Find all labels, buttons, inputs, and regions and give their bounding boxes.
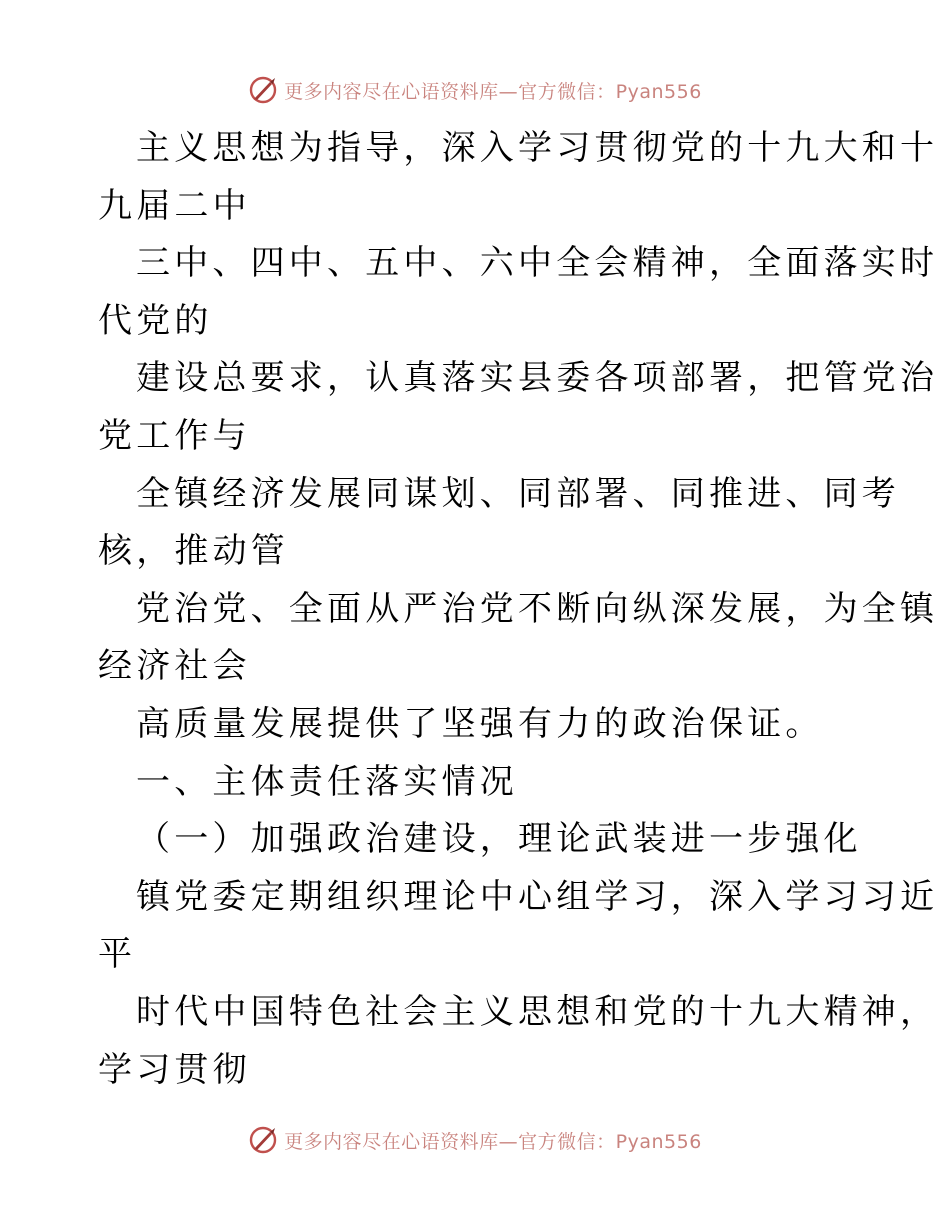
- text-line: 时代中国特色社会主义思想和党的十九大精神，: [136, 991, 939, 1032]
- quill-logo-icon: [248, 1125, 278, 1155]
- text-line: 平: [98, 934, 137, 975]
- text-line: 党工作与: [98, 415, 251, 456]
- text-line: （一）加强政治建设，理论武装进一步强化: [136, 819, 862, 860]
- text-line: 镇党委定期组织理论中心组学习，深入学习习近: [136, 876, 939, 917]
- text-line: 党治党、全面从严治党不断向纵深发展，为全镇: [136, 588, 939, 629]
- watermark-group: [248, 75, 702, 105]
- text-line: 建设总要求，认真落实县委各项部署，把管党治: [136, 358, 939, 399]
- watermark-text: 更多内容尽在心语资料库—官方微信：Pyan556: [284, 80, 702, 103]
- document-body: [98, 120, 939, 1099]
- header-watermark: [0, 70, 950, 110]
- watermark-text: 更多内容尽在心语资料库—官方微信：Pyan556: [284, 1130, 702, 1153]
- quill-logo-icon: [248, 75, 278, 105]
- text-line: 学习贯彻: [98, 1049, 251, 1090]
- text-line: 全镇经济发展同谋划、同部署、同推进、同考: [136, 473, 900, 514]
- watermark-group: [248, 1125, 702, 1155]
- text-line: 代党的: [98, 300, 213, 341]
- text-line: 主义思想为指导，深入学习贯彻党的十九大和十: [136, 128, 939, 168]
- footer-watermark: [0, 1120, 950, 1160]
- text-line: 高质量发展提供了坚强有力的政治保证。: [136, 703, 824, 744]
- text-line: 核，推动管: [98, 531, 289, 572]
- text-line: 三中、四中、五中、六中全会精神，全面落实时: [136, 243, 939, 284]
- text-line: 一、主体责任落实情况: [136, 761, 518, 802]
- text-line: 经济社会: [98, 646, 251, 687]
- text-line: 九届二中: [98, 185, 251, 226]
